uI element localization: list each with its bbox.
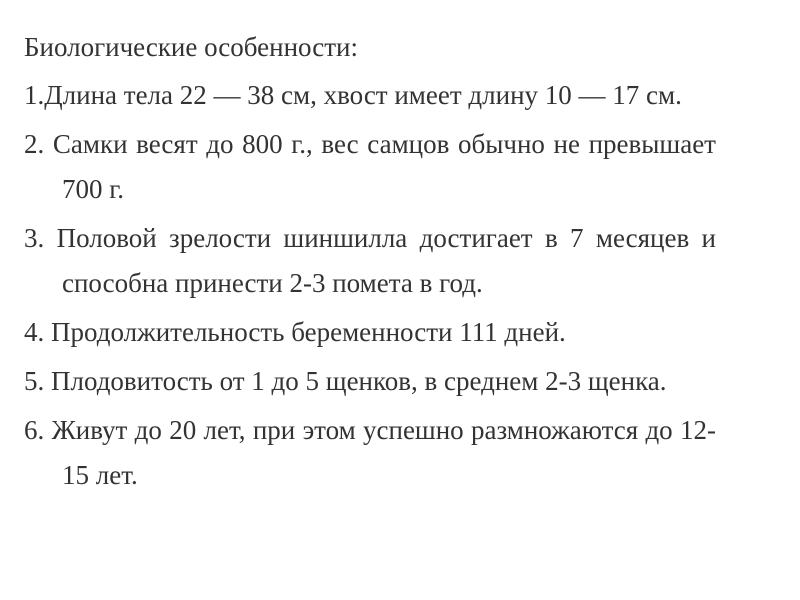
list-item: 6. Живут до 20 лет, при этом успешно размножаются до 12-15 лет.: [24, 415, 716, 490]
features-list: [24, 73, 716, 502]
list-item: 5. Плодовитость от 1 до 5 щенков, в среднем 2-3 щенка.: [24, 366, 667, 396]
list-item: 3. Половой зрелости шиншилла достигает в 7 месяцев и способна принести 2-3 помета в год.: [24, 223, 716, 298]
list-item: 1.Длина тела 22 — 38 см, хвост имеет длину 10 — 17 см.: [24, 80, 682, 110]
slide-heading: Биологические особенности:: [24, 32, 358, 62]
list-item: 2. Самки весят до 800 г., вес самцов обычно не превышает 700 г.: [24, 129, 716, 204]
list-item: 4. Продолжительность беременности 111 дней.: [24, 317, 566, 347]
